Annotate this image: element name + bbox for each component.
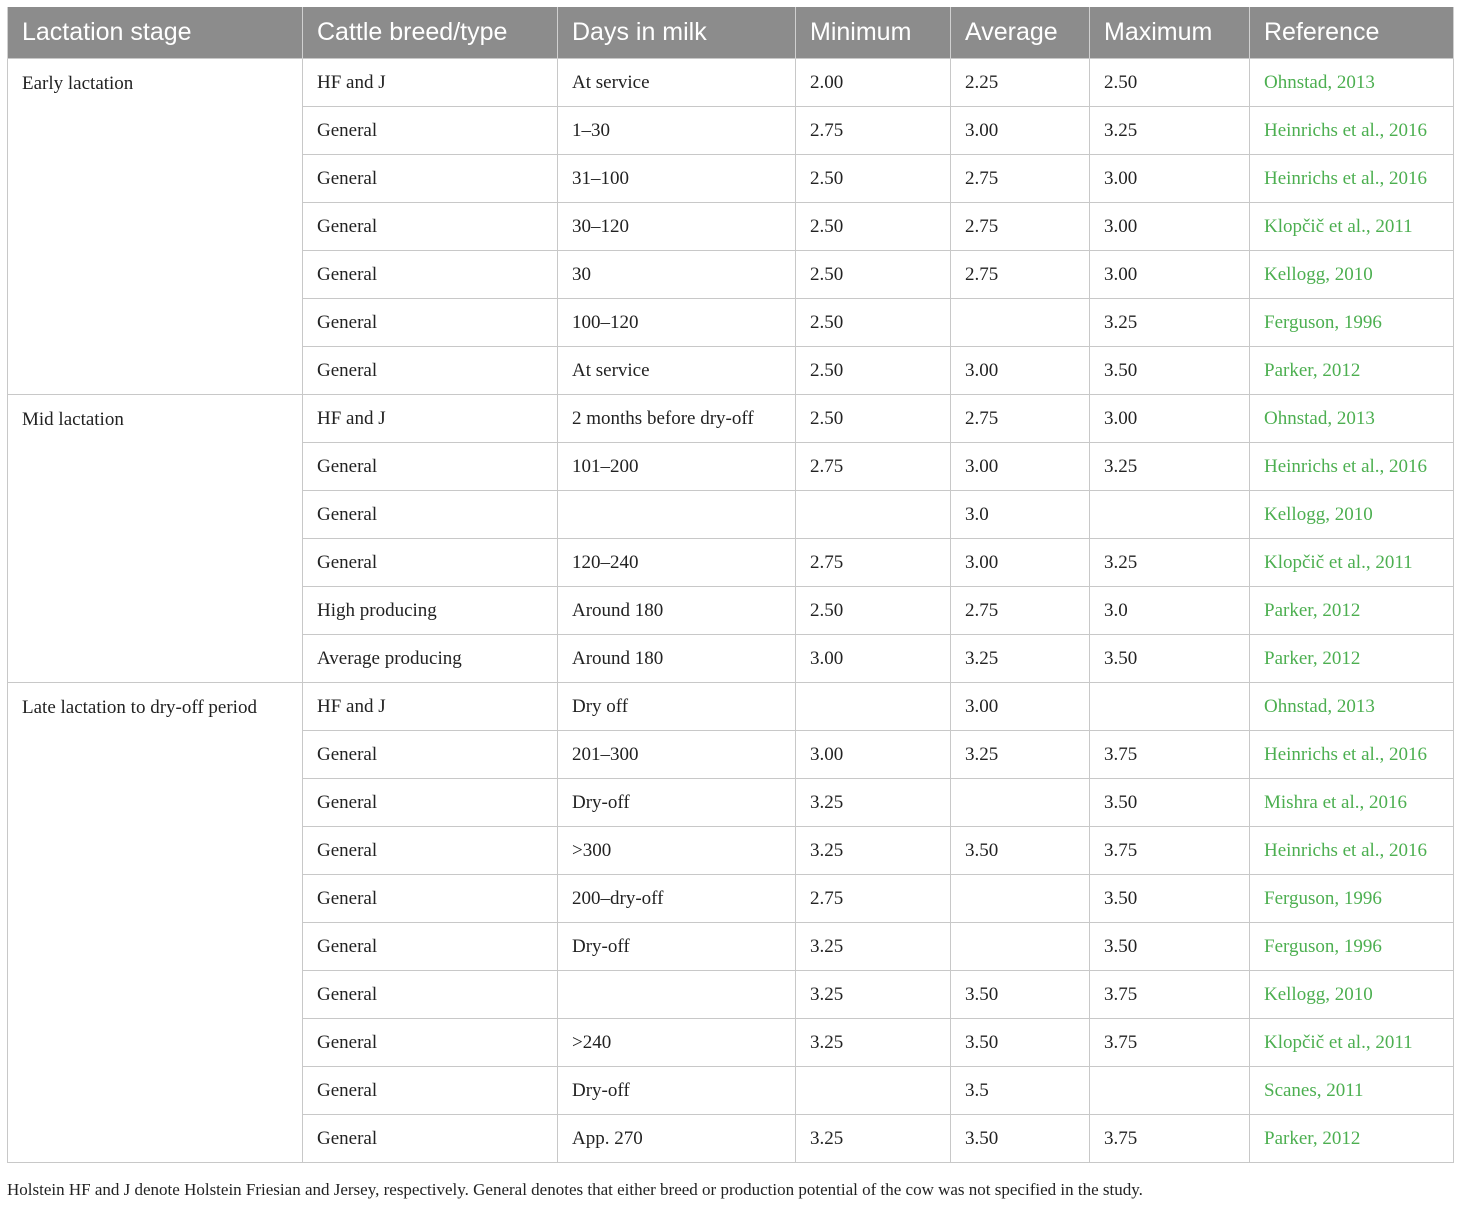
table-body [8, 59, 1454, 1163]
reference-link[interactable]: Klopčič et al., 2011 [1250, 539, 1454, 587]
maximum-cell [1090, 1067, 1250, 1115]
days-in-milk-cell: 30–120 [558, 203, 796, 251]
days-in-milk-cell: App. 270 [558, 1115, 796, 1163]
minimum-cell: 2.75 [796, 539, 951, 587]
reference-link[interactable]: Klopčič et al., 2011 [1250, 1019, 1454, 1067]
reference-link[interactable]: Parker, 2012 [1250, 587, 1454, 635]
header-minimum: Minimum [796, 7, 951, 59]
reference-link[interactable]: Parker, 2012 [1250, 1115, 1454, 1163]
cattle-breed-cell: General [303, 539, 558, 587]
reference-link[interactable]: Parker, 2012 [1250, 347, 1454, 395]
minimum-cell: 3.25 [796, 1019, 951, 1067]
table-row [8, 59, 1454, 107]
days-in-milk-cell: Dry-off [558, 923, 796, 971]
reference-link[interactable]: Ohnstad, 2013 [1250, 59, 1454, 107]
days-in-milk-cell: At service [558, 347, 796, 395]
maximum-cell [1090, 683, 1250, 731]
reference-link[interactable]: Kellogg, 2010 [1250, 971, 1454, 1019]
average-cell: 3.00 [951, 683, 1090, 731]
header-reference: Reference [1250, 7, 1454, 59]
days-in-milk-cell: 201–300 [558, 731, 796, 779]
maximum-cell: 3.50 [1090, 875, 1250, 923]
cattle-breed-cell: General [303, 1019, 558, 1067]
average-cell [951, 779, 1090, 827]
maximum-cell: 3.00 [1090, 203, 1250, 251]
days-in-milk-cell: Dry-off [558, 1067, 796, 1115]
header-maximum: Maximum [1090, 7, 1250, 59]
reference-link[interactable]: Ohnstad, 2013 [1250, 683, 1454, 731]
maximum-cell: 3.50 [1090, 635, 1250, 683]
lactation-bcs-table [7, 7, 1454, 1163]
cattle-breed-cell: HF and J [303, 59, 558, 107]
reference-link[interactable]: Heinrichs et al., 2016 [1250, 731, 1454, 779]
days-in-milk-cell: 31–100 [558, 155, 796, 203]
average-cell: 3.25 [951, 635, 1090, 683]
header-row [8, 7, 1454, 59]
header-lactation-stage: Lactation stage [8, 7, 303, 59]
cattle-breed-cell: General [303, 203, 558, 251]
cattle-breed-cell: General [303, 731, 558, 779]
days-in-milk-cell: Dry off [558, 683, 796, 731]
days-in-milk-cell: 1–30 [558, 107, 796, 155]
average-cell: 2.75 [951, 395, 1090, 443]
lactation-stage-cell: Late lactation to dry-off period [8, 683, 303, 1163]
reference-link[interactable]: Kellogg, 2010 [1250, 251, 1454, 299]
average-cell: 2.75 [951, 155, 1090, 203]
cattle-breed-cell: General [303, 155, 558, 203]
reference-link[interactable]: Ferguson, 1996 [1250, 923, 1454, 971]
maximum-cell: 3.75 [1090, 1115, 1250, 1163]
maximum-cell: 3.25 [1090, 539, 1250, 587]
average-cell: 3.50 [951, 971, 1090, 1019]
maximum-cell: 3.25 [1090, 107, 1250, 155]
average-cell: 3.00 [951, 539, 1090, 587]
header-days-in-milk: Days in milk [558, 7, 796, 59]
average-cell: 3.50 [951, 1019, 1090, 1067]
average-cell: 2.75 [951, 251, 1090, 299]
cattle-breed-cell: General [303, 923, 558, 971]
days-in-milk-cell: 2 months before dry-off [558, 395, 796, 443]
maximum-cell: 3.0 [1090, 587, 1250, 635]
maximum-cell: 3.50 [1090, 779, 1250, 827]
average-cell: 3.0 [951, 491, 1090, 539]
minimum-cell: 2.50 [796, 251, 951, 299]
days-in-milk-cell [558, 971, 796, 1019]
header-average: Average [951, 7, 1090, 59]
reference-link[interactable]: Heinrichs et al., 2016 [1250, 827, 1454, 875]
table-footnote: Holstein HF and J denote Holstein Friesian and Jersey, respectively. General denotes that either breed or production potential of the cow was not specified in the study. [7, 1180, 1143, 1199]
average-cell: 3.00 [951, 347, 1090, 395]
days-in-milk-cell [558, 491, 796, 539]
reference-link[interactable]: Ferguson, 1996 [1250, 875, 1454, 923]
minimum-cell: 3.25 [796, 827, 951, 875]
minimum-cell: 2.50 [796, 299, 951, 347]
reference-link[interactable]: Parker, 2012 [1250, 635, 1454, 683]
cattle-breed-cell: General [303, 491, 558, 539]
days-in-milk-cell: Dry-off [558, 779, 796, 827]
average-cell: 2.25 [951, 59, 1090, 107]
cattle-breed-cell: General [303, 827, 558, 875]
lactation-stage-cell: Mid lactation [8, 395, 303, 683]
maximum-cell: 3.00 [1090, 395, 1250, 443]
reference-link[interactable]: Heinrichs et al., 2016 [1250, 107, 1454, 155]
reference-link[interactable]: Ferguson, 1996 [1250, 299, 1454, 347]
cattle-breed-cell: HF and J [303, 683, 558, 731]
cattle-breed-cell: General [303, 971, 558, 1019]
cattle-breed-cell: HF and J [303, 395, 558, 443]
average-cell [951, 299, 1090, 347]
minimum-cell: 2.50 [796, 155, 951, 203]
cattle-breed-cell: High producing [303, 587, 558, 635]
minimum-cell: 2.50 [796, 395, 951, 443]
header-cattle-breed: Cattle breed/type [303, 7, 558, 59]
days-in-milk-cell: 30 [558, 251, 796, 299]
days-in-milk-cell: Around 180 [558, 635, 796, 683]
days-in-milk-cell: 120–240 [558, 539, 796, 587]
minimum-cell: 2.50 [796, 587, 951, 635]
minimum-cell: 2.75 [796, 875, 951, 923]
days-in-milk-cell: Around 180 [558, 587, 796, 635]
maximum-cell [1090, 491, 1250, 539]
average-cell: 3.25 [951, 731, 1090, 779]
average-cell: 3.5 [951, 1067, 1090, 1115]
maximum-cell: 3.50 [1090, 923, 1250, 971]
maximum-cell: 2.50 [1090, 59, 1250, 107]
reference-link[interactable]: Klopčič et al., 2011 [1250, 203, 1454, 251]
cattle-breed-cell: General [303, 1067, 558, 1115]
minimum-cell: 2.50 [796, 347, 951, 395]
minimum-cell: 2.50 [796, 203, 951, 251]
average-cell: 2.75 [951, 203, 1090, 251]
average-cell [951, 875, 1090, 923]
maximum-cell: 3.25 [1090, 299, 1250, 347]
minimum-cell [796, 683, 951, 731]
minimum-cell: 3.00 [796, 731, 951, 779]
maximum-cell: 3.00 [1090, 251, 1250, 299]
minimum-cell [796, 491, 951, 539]
days-in-milk-cell: 100–120 [558, 299, 796, 347]
average-cell [951, 923, 1090, 971]
days-in-milk-cell: >240 [558, 1019, 796, 1067]
reference-link[interactable]: Ohnstad, 2013 [1250, 395, 1454, 443]
minimum-cell [796, 1067, 951, 1115]
reference-link[interactable]: Kellogg, 2010 [1250, 491, 1454, 539]
table-row [8, 683, 1454, 731]
maximum-cell: 3.75 [1090, 971, 1250, 1019]
minimum-cell: 3.25 [796, 971, 951, 1019]
reference-link[interactable]: Mishra et al., 2016 [1250, 779, 1454, 827]
minimum-cell: 2.00 [796, 59, 951, 107]
average-cell: 3.50 [951, 1115, 1090, 1163]
minimum-cell: 3.00 [796, 635, 951, 683]
cattle-breed-cell: General [303, 299, 558, 347]
maximum-cell: 3.00 [1090, 155, 1250, 203]
cattle-breed-cell: General [303, 443, 558, 491]
average-cell: 3.00 [951, 107, 1090, 155]
minimum-cell: 3.25 [796, 1115, 951, 1163]
lactation-stage-cell: Early lactation [8, 59, 303, 395]
minimum-cell: 2.75 [796, 443, 951, 491]
days-in-milk-cell: At service [558, 59, 796, 107]
cattle-breed-cell: General [303, 1115, 558, 1163]
maximum-cell: 3.75 [1090, 1019, 1250, 1067]
cattle-breed-cell: General [303, 779, 558, 827]
minimum-cell: 3.25 [796, 923, 951, 971]
days-in-milk-cell: 200–dry-off [558, 875, 796, 923]
days-in-milk-cell: 101–200 [558, 443, 796, 491]
cattle-breed-cell: General [303, 875, 558, 923]
reference-link[interactable]: Scanes, 2011 [1250, 1067, 1454, 1115]
maximum-cell: 3.25 [1090, 443, 1250, 491]
maximum-cell: 3.50 [1090, 347, 1250, 395]
minimum-cell: 2.75 [796, 107, 951, 155]
cattle-breed-cell: Average producing [303, 635, 558, 683]
minimum-cell: 3.25 [796, 779, 951, 827]
cattle-breed-cell: General [303, 251, 558, 299]
average-cell: 3.00 [951, 443, 1090, 491]
cattle-breed-cell: General [303, 107, 558, 155]
average-cell: 2.75 [951, 587, 1090, 635]
reference-link[interactable]: Heinrichs et al., 2016 [1250, 443, 1454, 491]
table-row [8, 395, 1454, 443]
reference-link[interactable]: Heinrichs et al., 2016 [1250, 155, 1454, 203]
cattle-breed-cell: General [303, 347, 558, 395]
maximum-cell: 3.75 [1090, 731, 1250, 779]
days-in-milk-cell: >300 [558, 827, 796, 875]
maximum-cell: 3.75 [1090, 827, 1250, 875]
average-cell: 3.50 [951, 827, 1090, 875]
